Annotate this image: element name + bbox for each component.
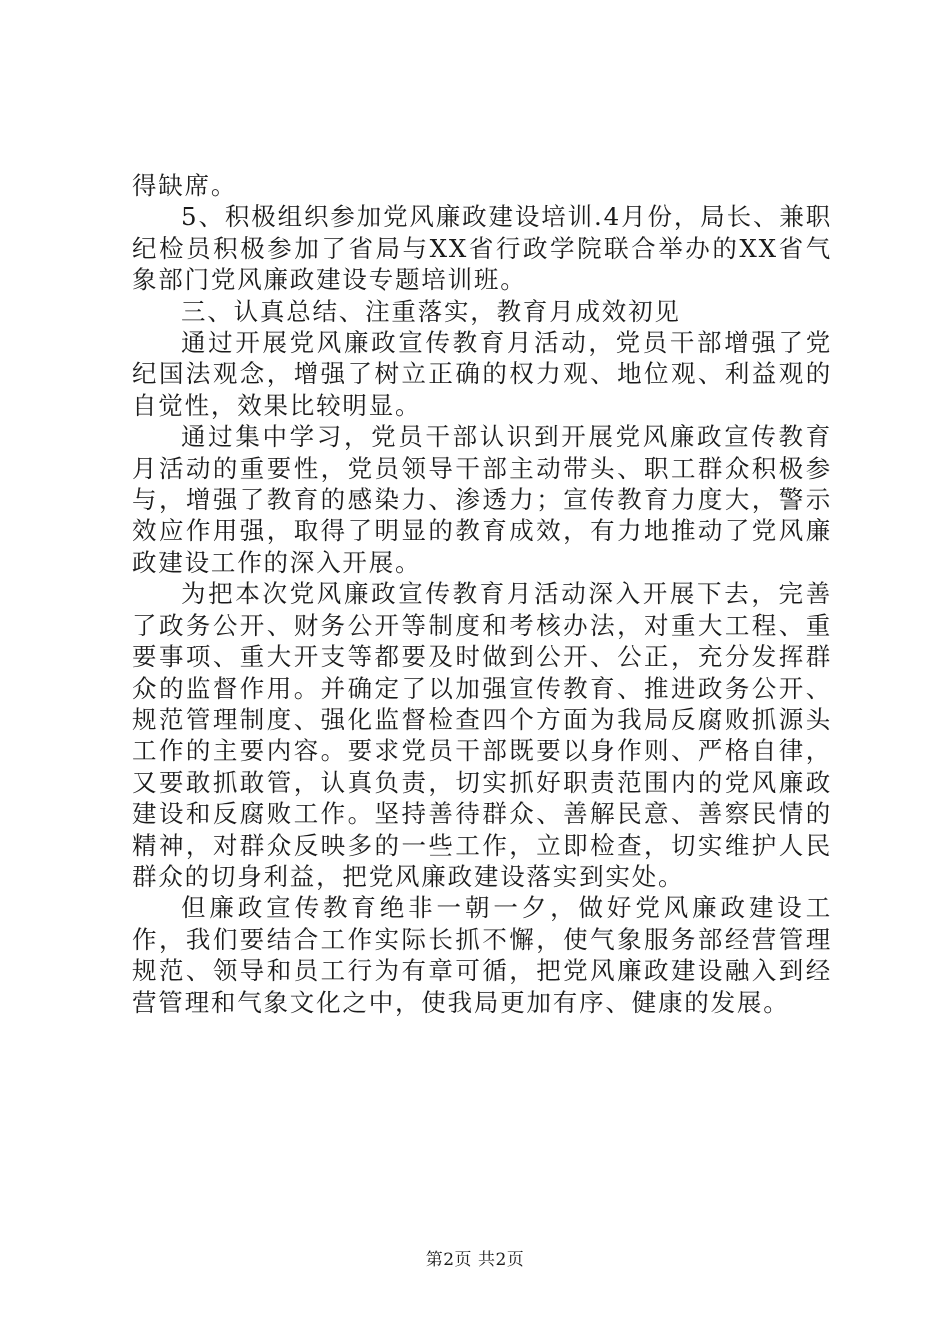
document-body — [132, 170, 832, 1018]
paragraph-results-summary: 通过开展党风廉政宣传教育月活动，党员干部增强了党纪国法观念，增强了树立正确的权力观、地位观、利益观的自觉性，效果比较明显。 — [132, 328, 832, 420]
section-heading-results: 三、认真总结、注重落实，教育月成效初见 — [181, 296, 681, 326]
page-number-footer: 第2页 共2页 — [425, 1250, 525, 1270]
paragraph-training-item: 5、积极组织参加党风廉政建设培训.4月份，局长、兼职纪检员积极参加了省局与XX省行政学院联合举办的XX省气象部门党风廉政建设专题培训班。 — [132, 202, 832, 295]
paragraph-further-measures: 为把本次党风廉政宣传教育月活动深入开展下去，完善了政务公开、财务公开等制度和考核办法，对重大工程、重要事项、重大开支等都要及时做到公开、公正，充分发挥群众的监督作用。并确定了以加强宣传教育、推进政务公开、规范管理制度、强化监督检查四个方面为我局反腐败抓源头工作的主要内容。要求党员干部既要以身作则、严格自律，又要敢抓敢管，认真负责，切实抓好职责范围内的党风廉政建设和反腐败工作。坚持善待群众、善解民意、善察民情的精神，对群众反映多的一些工作，立即检查，切实维护人民群众的切身利益，把党风廉政建设落实到实处。 — [132, 579, 832, 891]
paragraph-continuation: 得缺席。 — [132, 171, 238, 200]
paragraph-conclusion: 但廉政宣传教育绝非一朝一夕，做好党风廉政建设工作，我们要结合工作实际长抓不懈，使气象服务部经营管理规范、领导和员工行为有章可循，把党风廉政建设融入到经营管理和气象文化之中，使我局更加有序、健康的发展。 — [132, 893, 832, 1017]
paragraph-centralized-study: 通过集中学习，党员干部认识到开展党风廉政宣传教育月活动的重要性，党员领导干部主动带头、职工群众积极参与，增强了教育的感染力、渗透力；宣传教育力度大，警示效应作用强，取得了明显的教育成效，有力地推动了党风廉政建设工作的深入开展。 — [132, 422, 832, 577]
